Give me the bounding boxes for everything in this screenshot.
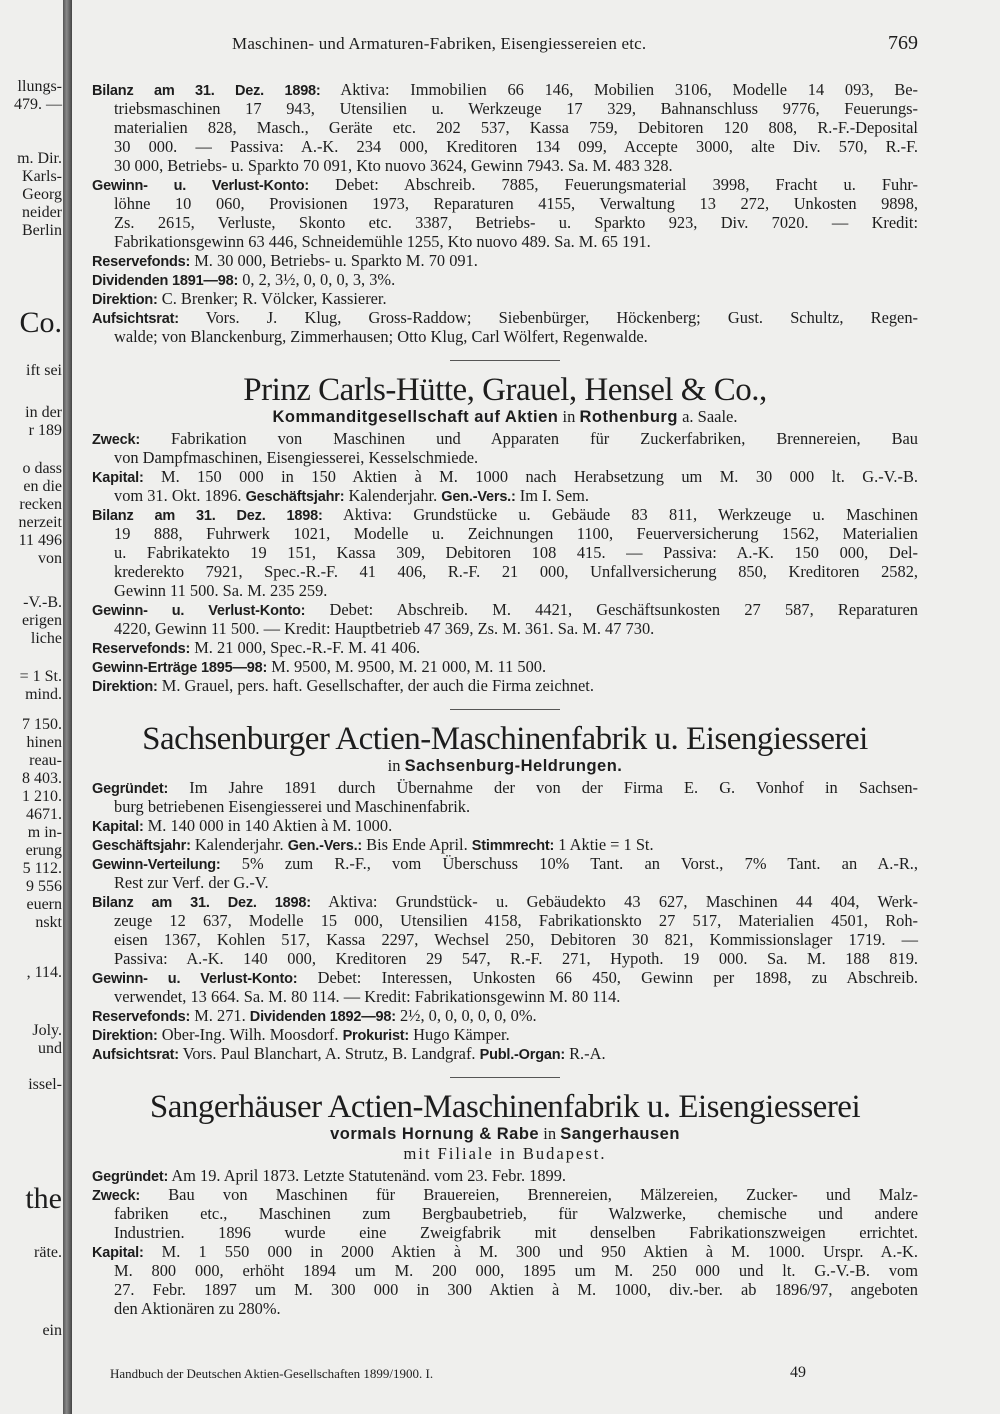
- field-text: Im I. Sem.: [515, 486, 589, 505]
- facing-page-fragment: von: [38, 550, 62, 567]
- text-line: [92, 892, 918, 911]
- field-text: R.-A.: [565, 1044, 606, 1063]
- field-label: Stimmrecht:: [471, 838, 555, 854]
- field-text: Im Jahre 1891 durch Übernahme der von der Firma E. G. Vonhof in Sachsen-: [168, 778, 918, 797]
- text-line: [92, 1006, 918, 1025]
- field-text: von Dampfmaschinen, Eisengiesserei, Kesselschmiede.: [114, 448, 479, 467]
- text-line: [92, 327, 918, 346]
- field-label: Geschäftsjahr:: [245, 489, 345, 505]
- field-text: Rest zur Verf. der G.-V.: [114, 873, 269, 892]
- field-text: 2½, 0, 0, 0, 0, 0, 0%.: [395, 1006, 537, 1025]
- facing-page-fragment: r 189: [28, 422, 62, 439]
- field-label: Gewinn- u. Verlust-Konto:: [92, 178, 310, 194]
- text-line: [92, 1185, 918, 1204]
- section-divider: [450, 360, 560, 361]
- facing-page-fragment: 479. —: [14, 96, 62, 113]
- field-label: Gen.-Vers.:: [287, 838, 363, 854]
- facing-page-fragment: Berlin: [22, 222, 62, 239]
- text-line: [92, 797, 918, 816]
- company-entry: [92, 80, 918, 346]
- field-label: Zweck:: [92, 432, 140, 448]
- field-label: Kapital:: [92, 819, 144, 835]
- subtitle-part: in: [539, 1124, 561, 1143]
- text-line: [92, 213, 918, 232]
- subtitle-part: Sangerhausen: [560, 1125, 680, 1143]
- facing-page-fragment: 4671.: [26, 806, 62, 823]
- field-text: Kalenderjahr.: [190, 835, 288, 854]
- company-subtitle: [92, 756, 918, 776]
- text-line: [92, 619, 918, 638]
- subtitle-part: Sachsenburg-Heldrungen.: [404, 757, 623, 775]
- section-divider: [450, 709, 560, 710]
- field-text: Fabrikationsgewinn 63 446, Schneidemühle 1255, Kto nuovo 489. Sa. M. 65 191.: [114, 232, 651, 251]
- text-line: [92, 1044, 918, 1063]
- field-text: 4220, Gewinn 11 500. — Kredit: Hauptbetrieb 47 369, Zs. M. 361. Sa. M. 47 730.: [114, 619, 655, 638]
- field-label: Gegründet:: [92, 781, 169, 797]
- field-text: Vors. J. Klug, Gross-Raddow; Siebenbürger, Höckenberg; Gust. Schultz, Regen-: [178, 308, 918, 327]
- facing-page-fragment: neider: [22, 204, 62, 221]
- facing-page-fragment: ift sei: [26, 362, 62, 379]
- field-text: M. 21 000, Spec.-R.-F. M. 41 406.: [190, 638, 421, 657]
- text-line: [92, 448, 918, 467]
- facing-page-fragment: 1 210.: [22, 788, 62, 805]
- facing-page-fragment: 8 403.: [22, 770, 62, 787]
- text-line: [92, 854, 918, 873]
- company-title: Sangerhäuser Actien-Maschinenfabrik u. Eisengiesserei: [149, 1089, 861, 1125]
- text-line: [92, 657, 918, 676]
- facing-page-fragment: 9 556: [26, 878, 62, 895]
- text-line: [92, 911, 918, 930]
- field-text: M. 30 000, Betriebs- u. Sparkto M. 70 091.: [190, 251, 478, 270]
- text-line: [92, 968, 918, 987]
- facing-page-fragment: en die: [23, 478, 62, 495]
- facing-page-fragment: Georg: [22, 186, 62, 203]
- text-line: [92, 289, 918, 308]
- field-text: löhne 10 060, Provisionen 1973, Reparaturen 4155, Verwaltung 13 272, Unkosten 9898,: [114, 194, 918, 213]
- facing-page-fragment: hinen: [26, 734, 62, 751]
- field-label: Bilanz am 31. Dez. 1898:: [92, 83, 321, 99]
- field-label: Dividenden 1891—98:: [92, 273, 239, 289]
- facing-page-fragment: recken: [19, 496, 62, 513]
- facing-page-fragment: issel-: [28, 1076, 62, 1093]
- facing-page-fragment: -V.-B.: [23, 594, 62, 611]
- field-text: u. Fabrikatekto 19 151, Kassa 309, Debitoren 108 415. — Passiva: A.-K. 150 000, Del-: [114, 543, 918, 562]
- field-text: 19 888, Fuhrwerk 1021, Modelle u. Zeichnungen 1100, Feuerversicherung 1562, Materialien: [114, 524, 918, 543]
- text-line: [92, 835, 918, 854]
- facing-page-fragment: o dass: [22, 460, 62, 477]
- text-line: [92, 1223, 918, 1242]
- company-subtitle: [92, 407, 918, 427]
- field-text: Bau von Maschinen für Brauereien, Brennereien, Mälzereien, Zucker- und Malz-: [139, 1185, 918, 1204]
- field-text: triebsmaschinen 17 943, Utensilien u. Werkzeuge 17 329, Bahnanschluss 9776, Feuerungs-: [114, 99, 918, 118]
- field-text: 30 000, Betriebs- u. Sparkto 70 091, Kto nuovo 3624, Gewinn 7943. Sa. M. 483 328.: [114, 156, 673, 175]
- field-label: Gegründet:: [92, 1169, 169, 1185]
- facing-page-fragment: = 1 St.: [19, 668, 62, 685]
- field-text: 27. Febr. 1897 um M. 300 000 in 300 Aktien à M. 1000, div.-ber. ab 1896/97, angeboten: [114, 1280, 918, 1299]
- company-subtitle: [92, 1124, 918, 1144]
- field-text: M. 800 000, erhöht 1894 um M. 200 000, 1895 um M. 250 000 und lt. G.-V.-B. vom: [114, 1261, 918, 1280]
- field-text: C. Brenker; R. Völcker, Kassierer.: [157, 289, 387, 308]
- field-label: Reservefonds:: [92, 641, 191, 657]
- field-text: burg betriebenen Eisengiesserei und Maschinenfabrik.: [114, 797, 471, 816]
- facing-page-fragment: euern: [26, 896, 62, 913]
- company-entry: [92, 360, 918, 695]
- facing-page-fragment: m in-: [27, 824, 62, 841]
- field-text: Fabrikation von Maschinen und Apparaten für Zuckerfabriken, Brennereien, Bau: [139, 429, 918, 448]
- field-label: Gewinn- u. Verlust-Konto:: [92, 971, 298, 987]
- text-line: [92, 562, 918, 581]
- signature-mark: 49: [790, 1364, 806, 1381]
- text-line: [92, 194, 918, 213]
- field-label: Direktion:: [92, 679, 158, 695]
- text-line: [92, 232, 918, 251]
- field-text: Kalenderjahr.: [344, 486, 442, 505]
- text-line: [92, 429, 918, 448]
- field-text: vom 31. Okt. 1896.: [114, 486, 246, 505]
- text-line: [92, 1261, 918, 1280]
- field-text: Debet: Interessen, Unkosten 66 450, Gewinn per 1898, zu Abschreib.: [297, 968, 918, 987]
- text-line: [92, 930, 918, 949]
- field-text: Debet: Abschreib. M. 4421, Geschäftsunkosten 27 587, Reparaturen: [305, 600, 918, 619]
- field-label: Prokurist:: [342, 1028, 410, 1044]
- field-label: Zweck:: [92, 1188, 140, 1204]
- text-line: [92, 676, 918, 695]
- section-divider: [450, 1077, 560, 1078]
- facing-page-fragment: Joly.: [32, 1022, 62, 1039]
- facing-page-fragment: 7 150.: [22, 716, 62, 733]
- text-line: [92, 600, 918, 619]
- text-line: [92, 1025, 918, 1044]
- facing-page-fragment: räte.: [34, 1244, 62, 1261]
- book-title: Handbuch der Deutschen Aktien-Gesellschaften 1899/1900. I.: [110, 1366, 434, 1381]
- facing-page-fragment: liche: [30, 630, 62, 647]
- text-line: [92, 816, 918, 835]
- field-text: M. 1 550 000 in 2000 Aktien à M. 300 und 950 Aktien à M. 1000. Urspr. A.-K.: [143, 1242, 918, 1261]
- subtitle-part: Kommanditgesellschaft auf Aktien: [272, 408, 559, 426]
- text-line: [92, 543, 918, 562]
- field-label: Publ.-Organ:: [479, 1047, 566, 1063]
- company-entry: [92, 1077, 918, 1318]
- field-label: Aufsichtsrat:: [92, 1047, 179, 1063]
- company-title: Prinz Carls-Hütte, Grauel, Hensel & Co.,: [243, 372, 767, 408]
- text-line: [92, 308, 918, 327]
- company-entry: [92, 709, 918, 1063]
- field-text: 0, 2, 3½, 0, 0, 0, 3, 3%.: [238, 270, 396, 289]
- field-label: Direktion:: [92, 1028, 158, 1044]
- text-line: [92, 270, 918, 289]
- text-line: [92, 467, 918, 486]
- field-text: den Aktionären zu 280%.: [114, 1299, 281, 1318]
- facing-page-fragment: Co.: [19, 306, 62, 339]
- field-text: M. 9500, M. 9500, M. 21 000, M. 11 500.: [267, 657, 547, 676]
- facing-page-fragment: the: [25, 1182, 62, 1215]
- field-text: verwendet, 13 664. Sa. M. 80 114. — Kredit: Fabrikationsgewinn M. 80 114.: [114, 987, 621, 1006]
- field-label: Direktion:: [92, 292, 158, 308]
- field-text: fabriken etc., Maschinen zum Bergbaubetrieb, für Walzwerke, chemische und andere: [114, 1204, 918, 1223]
- subtitle-part: a. Saale.: [677, 407, 738, 426]
- field-label: Dividenden 1892—98:: [249, 1009, 396, 1025]
- field-label: Gewinn- u. Verlust-Konto:: [92, 603, 306, 619]
- facing-page-fragment: erigen: [22, 612, 62, 629]
- field-text: Aktiva: Grundstücke u. Gebäude 83 811, Werkzeuge u. Maschinen: [322, 505, 918, 524]
- field-text: eisen 1367, Kohlen 517, Kassa 2297, Wechsel 250, Debitoren 30 821, Kommissionslager 1719. —: [114, 930, 918, 949]
- field-text: 30 000. — Passiva: A.-K. 234 000, Kreditoren 134 099, Accepte 3000, alte Div. 570, R.-F.: [114, 137, 918, 156]
- facing-page-fragment: Karls-: [22, 168, 62, 185]
- facing-page-fragment: 11 496: [18, 532, 62, 549]
- facing-page-fragment: und: [38, 1040, 62, 1057]
- field-label: Bilanz am 31. Dez. 1898:: [92, 895, 311, 911]
- field-text: materialien 828, Masch., Geräte etc. 202 537, Kassa 759, Debitoren 120 808, R.-F.-Deposital: [114, 118, 918, 137]
- field-text: Gewinn 11 500. Sa. M. 235 259.: [114, 581, 328, 600]
- field-text: 1 Aktie = 1 St.: [554, 835, 654, 854]
- field-label: Aufsichtsrat:: [92, 311, 179, 327]
- field-text: Passiva: A.-K. 140 000, Kreditoren 29 547, R.-F. 271, Hypoth. 19 000. Sa. M. 188 819.: [114, 949, 918, 968]
- page-footer: [110, 1366, 830, 1382]
- facing-page-fragment: erung: [25, 842, 62, 859]
- field-text: M. 271.: [190, 1006, 250, 1025]
- text-line: [92, 137, 918, 156]
- text-line: [92, 638, 918, 657]
- text-line: [92, 524, 918, 543]
- field-text: Ober-Ing. Wilh. Moosdorf.: [157, 1025, 343, 1044]
- field-text: Zs. 2615, Verluste, Skonto etc. 3387, Betriebs- u. Sparkto 923, Div. 7020. — Kredit:: [114, 213, 918, 232]
- text-line: [92, 80, 918, 99]
- field-label: Reservefonds:: [92, 254, 191, 270]
- facing-page-fragment: reau-: [29, 752, 62, 769]
- field-label: Reservefonds:: [92, 1009, 191, 1025]
- field-label: Kapital:: [92, 470, 144, 486]
- field-label: Gen.-Vers.:: [441, 489, 516, 505]
- text-line: [92, 99, 918, 118]
- text-line: [92, 1280, 918, 1299]
- text-line: [92, 1299, 918, 1318]
- field-text: M. 140 000 in 140 Aktien à M. 1000.: [143, 816, 393, 835]
- text-line: [92, 949, 918, 968]
- field-text: Am 19. April 1873. Letzte Statutenänd. vom 23. Febr. 1899.: [168, 1166, 567, 1185]
- page-binding-gutter: [63, 0, 72, 1414]
- field-text: walde; von Blanckenburg, Zimmerhausen; Otto Klug, Carl Wölfert, Regenwalde.: [114, 327, 648, 346]
- field-label: Geschäftsjahr:: [92, 838, 191, 854]
- running-head: Maschinen- und Armaturen-Fabriken, Eisengiessereien etc.: [232, 34, 647, 53]
- field-text: Debet: Abschreib. 7885, Feuerungsmaterial 3998, Fracht u. Fuhr-: [309, 175, 918, 194]
- facing-page-fragment: llungs-: [17, 78, 62, 95]
- text-line: [92, 175, 918, 194]
- subtitle-part: in: [387, 756, 405, 775]
- facing-page-fragment: m. Dir.: [17, 150, 62, 167]
- facing-page-fragment: ein: [42, 1322, 62, 1339]
- text-line: [92, 778, 918, 797]
- facing-page-fragment: , 114.: [26, 964, 62, 981]
- field-text: Hugo Kämper.: [409, 1025, 510, 1044]
- field-label: Gewinn-Erträge 1895—98:: [92, 660, 268, 676]
- text-line: [92, 1166, 918, 1185]
- facing-page-fragment: in der: [25, 404, 62, 421]
- facing-page-fragment: 5 112.: [22, 860, 62, 877]
- text-line: [92, 505, 918, 524]
- field-text: M. 150 000 in 150 Aktien à M. 1000 nach Herabsetzung um M. 30 000 lt. G.-V.-B.: [143, 467, 918, 486]
- field-text: Vors. Paul Blanchart, A. Strutz, B. Landgraf.: [178, 1044, 480, 1063]
- text-line: [92, 251, 918, 270]
- facing-page-fragment: mind.: [25, 686, 62, 703]
- company-branch-note: mit Filiale in Budapest.: [403, 1144, 607, 1163]
- field-label: Bilanz am 31. Dez. 1898:: [92, 508, 323, 524]
- field-label: Kapital:: [92, 1245, 144, 1261]
- facing-page-fragment: nskt: [35, 914, 62, 931]
- subtitle-part: Rothenburg: [579, 408, 678, 426]
- page-header: [92, 34, 918, 56]
- field-text: Bis Ende April.: [362, 835, 472, 854]
- text-line: [92, 873, 918, 892]
- field-text: M. Grauel, pers. haft. Gesellschafter, der auch die Firma zeichnet.: [157, 676, 594, 695]
- field-text: zeuge 12 637, Modelle 15 000, Utensilien 4158, Fabrikationskto 27 517, Materialien 4501, Roh-: [114, 911, 918, 930]
- text-line: [92, 1204, 918, 1223]
- subtitle-part: vormals Hornung & Rabe: [330, 1125, 540, 1143]
- field-label: Gewinn-Verteilung:: [92, 857, 221, 873]
- text-line: [92, 581, 918, 600]
- text-line: [92, 486, 918, 505]
- facing-page-fragment: nerzeit: [18, 514, 62, 531]
- page-body: [92, 80, 918, 1318]
- field-text: Aktiva: Immobilien 66 146, Mobilien 3106, Modelle 14 093, Be-: [320, 80, 918, 99]
- text-line: [92, 156, 918, 175]
- field-text: krederekto 7921, Spec.-R.-F. 41 406, R.-F. 21 000, Unfallversicherung 850, Kreditoren 2582,: [114, 562, 918, 581]
- text-line: [92, 1242, 918, 1261]
- field-text: Industrien. 1896 wurde eine Zweigfabrik mit denselben Fabrikationszweigen errichtet.: [114, 1223, 918, 1242]
- field-text: 5% zum R.-F., vom Überschuss 10% Tant. an Vorst., 7% Tant. an A.-R.,: [220, 854, 918, 873]
- field-text: Aktiva: Grundstück- u. Gebäudekto 43 627, Maschinen 44 404, Werk-: [310, 892, 918, 911]
- text-line: [92, 987, 918, 1006]
- text-line: [92, 118, 918, 137]
- page-number: 769: [888, 32, 918, 54]
- subtitle-part: in: [558, 407, 580, 426]
- company-title: Sachsenburger Actien-Maschinenfabrik u. Eisengiesserei: [142, 721, 868, 757]
